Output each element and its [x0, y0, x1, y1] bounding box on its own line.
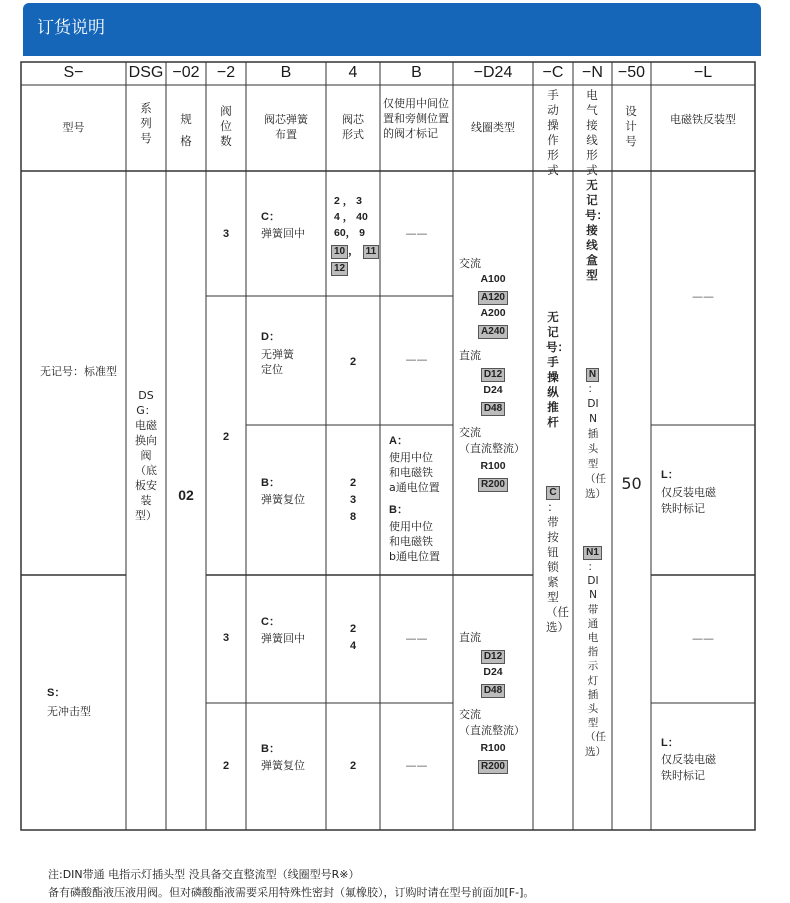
model-shockless-code: S：: [47, 687, 66, 699]
model-standard: 无记号：标准型: [40, 365, 117, 378]
header-coil: 线圈类型: [471, 121, 515, 134]
manual-none: 无记号：手操纵推杆: [546, 312, 569, 429]
header-reverse: 电磁铁反装型: [670, 113, 736, 126]
reverse-l-text-2: 铁时标记: [661, 502, 705, 515]
reverse-l-code-2: L：: [661, 737, 679, 749]
electric-n-text: ：DIN插头型（任选）: [585, 383, 606, 500]
reverse-l-text-1: 仅反装电磁: [661, 486, 716, 499]
spool-r2: 2: [349, 356, 357, 368]
code-coil: −D24: [473, 64, 513, 81]
reverse-l-text-2-2: 铁时标记: [661, 769, 705, 782]
spring-d-text1: 无弹簧: [261, 348, 294, 361]
spool-r1-l1: 2 ， 3: [334, 195, 363, 207]
code-spring: B: [280, 64, 292, 81]
header-spec: 规格: [180, 112, 192, 148]
coil-d24-2: D24: [483, 666, 503, 678]
spool-box-11: 11: [363, 245, 380, 259]
coil-r200-wrap-2: [453, 758, 533, 774]
positions-row5: 2: [222, 760, 230, 772]
spring-b-text-2: 弹簧复位: [261, 759, 305, 772]
spring-c-code-2: C：: [261, 616, 280, 628]
header-spool: 阀芯形式: [342, 113, 364, 141]
note-line-1: 注:DIN带通 电指示灯插头型 没具备交直整流型（线圈型号R※）: [48, 868, 360, 881]
code-spool: 4: [348, 64, 358, 81]
coil-d48-2: D48: [481, 684, 505, 698]
spring-c-text-2: 弹簧回中: [261, 632, 305, 645]
code-series: DSG: [128, 64, 164, 81]
coil-r100: R100: [480, 460, 506, 472]
code-electric: −N: [582, 64, 603, 81]
spool-box-10: 10: [331, 245, 348, 259]
reverse-l-code: L：: [661, 469, 679, 481]
coil-acdc-label-2: 交流: [459, 708, 481, 721]
spring-d-text2: 定位: [261, 363, 283, 376]
spring-b-code-2: B：: [261, 743, 280, 755]
positions-row4: 3: [222, 632, 230, 644]
spring-d-code: D：: [261, 331, 280, 343]
spring-b-text: 弹簧复位: [261, 493, 305, 506]
code-positions: −2: [216, 64, 236, 81]
electric-none: 无记号：接线盒型: [585, 180, 608, 282]
spec-value: 02: [178, 487, 194, 503]
manual-c-wrap: [533, 484, 573, 500]
coil-r200-wrap: [453, 476, 533, 492]
coil-rect-label: （直流整流）: [459, 442, 525, 455]
coil-d12-wrap-2: [453, 648, 533, 664]
electric-n1-wrap: [573, 544, 612, 560]
note-line-2: 备有磷酸酯液压液用阀。但对磷酸酯液需要采用特殊性密封（氟橡胶），订购时请在型号前面加[F-]。: [48, 886, 535, 899]
spring-b-code: B：: [261, 477, 280, 489]
coil-d48: D48: [481, 402, 505, 416]
manual-c-text: ：带按钮锁紧型（任选）: [546, 500, 569, 634]
header-banner: [23, 3, 761, 56]
coil-dc-label-2: 直流: [459, 631, 481, 644]
spool-r1-boxes: 10 ， 11: [331, 243, 379, 259]
coil-r200-2: R200: [478, 760, 508, 774]
header-middle: 仅使用中间位置和旁侧位置的阀才标记: [383, 97, 449, 140]
middle-dash-3: ——: [405, 632, 428, 645]
middle-dash-4: ——: [405, 759, 428, 772]
middle-b-text-1: 使用中位: [389, 520, 433, 533]
middle-dash-1: ——: [405, 227, 428, 240]
middle-b-text-3: b通电位置: [389, 550, 440, 563]
electric-n-wrap: [573, 366, 612, 382]
code-manual: −C: [542, 64, 564, 81]
coil-d24: D24: [483, 384, 503, 396]
coil-a100: A100: [480, 273, 506, 285]
header-manual: 手动操作形式: [547, 88, 559, 177]
code-middle: B: [411, 64, 422, 81]
electric-n1-text: ：DIN带通电指示灯插头型（任选）: [585, 561, 606, 758]
spring-c-text: 弹簧回中: [261, 227, 305, 240]
coil-a240: A240: [478, 325, 508, 339]
coil-r200: R200: [478, 478, 508, 492]
coil-d12: D12: [481, 368, 505, 382]
middle-a-code: A：: [389, 435, 408, 447]
middle-b-text-2: 和电磁铁: [389, 535, 433, 548]
code-reverse: −L: [693, 64, 713, 81]
header-electric: 电气接线形式: [586, 88, 598, 177]
positions-row2: 2: [222, 431, 230, 443]
coil-acdc-label: 交流: [459, 426, 481, 439]
spool-r1-box12: [331, 260, 348, 276]
spool-r5: 2: [349, 760, 357, 772]
banner-title: 订货说明: [37, 18, 105, 38]
coil-d12-wrap: [453, 366, 533, 382]
code-spec: −02: [172, 64, 200, 81]
electric-n-code: N: [586, 368, 599, 382]
middle-a-text-1: 使用中位: [389, 451, 433, 464]
middle-a-text-3: a通电位置: [389, 481, 440, 494]
spool-r1-l3: 60， 9: [334, 227, 365, 239]
coil-a200: A200: [480, 307, 506, 319]
spring-c-code: C：: [261, 211, 280, 223]
spool-box-12: 12: [331, 262, 348, 276]
middle-b-code: B：: [389, 504, 408, 516]
coil-d48-wrap-2: [453, 682, 533, 698]
reverse-dash-2: ——: [692, 632, 714, 645]
header-design: 设计号: [625, 104, 637, 148]
coil-a120: A120: [478, 291, 508, 305]
header-spring: 阀芯弹簧布置: [264, 113, 308, 141]
coil-dc-label: 直流: [459, 349, 481, 362]
spool-r4-b: 4: [349, 640, 357, 652]
header-positions: 阀位数: [220, 104, 232, 148]
coil-ac-label: 交流: [459, 257, 481, 270]
code-model: S−: [63, 64, 84, 81]
middle-a-text-2: 和电磁铁: [389, 466, 433, 479]
reverse-l-text-1-2: 仅反装电磁: [661, 753, 716, 766]
spool-r1-l2: 4 ， 40: [334, 211, 368, 223]
manual-c-code: C: [546, 486, 559, 500]
coil-d48-wrap: [453, 400, 533, 416]
code-design: −50: [617, 64, 646, 81]
positions-row1: 3: [222, 228, 230, 240]
spool-r3-a: 2: [349, 477, 357, 489]
design-value: 50: [621, 474, 642, 493]
middle-dash-2: ——: [405, 353, 428, 366]
spool-r3-c: 8: [349, 511, 357, 523]
spool-r3-b: 3: [349, 494, 357, 506]
coil-a240-wrap: [453, 323, 533, 339]
series-dsg: DSG：电磁换向阀（底板安装型）: [135, 389, 157, 522]
model-shockless-text: 无冲击型: [47, 705, 91, 718]
reverse-dash-1: ——: [692, 290, 714, 303]
electric-n1-code: N1: [583, 546, 602, 560]
header-model: 型号: [62, 121, 85, 134]
coil-rect-label-2: （直流整流）: [459, 724, 525, 737]
coil-r100-2: R100: [480, 742, 506, 754]
spool-r4-a: 2: [349, 623, 357, 635]
coil-a120-wrap: [453, 289, 533, 305]
coil-d12-2: D12: [481, 650, 505, 664]
header-series: 系列号: [140, 101, 152, 145]
